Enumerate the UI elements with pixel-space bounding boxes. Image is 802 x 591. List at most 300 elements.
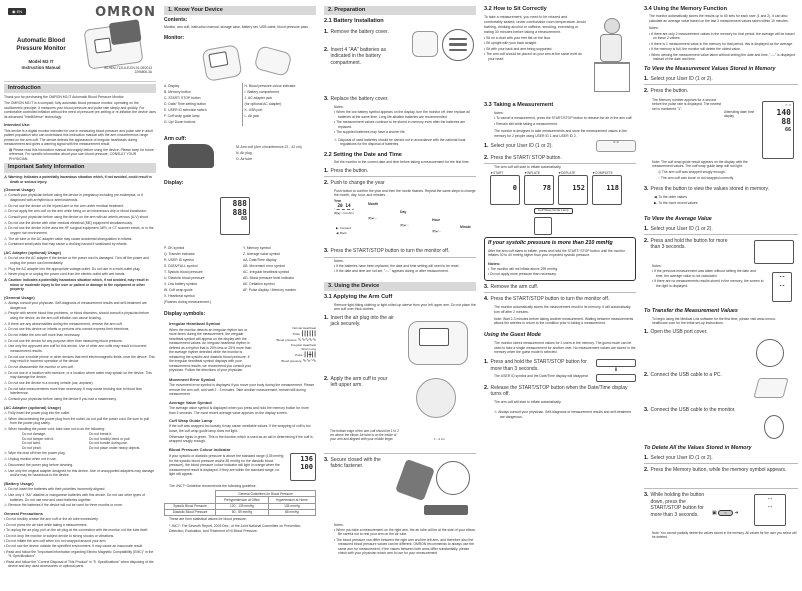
warning-item: ⚠ Consult your physician before using the device on the arm with an arterio-venous (A-V) shunt. (4, 215, 156, 220)
table-note: These are form statistical values for blood pressure. (169, 516, 247, 521)
note-item: • The supplied batteries may have a shorter life. (334, 130, 476, 134)
monitor-parts (164, 83, 316, 126)
air-plug-illustration (408, 321, 468, 365)
sit-section (484, 14, 636, 94)
day-label: Day (400, 210, 407, 215)
warning-item: ⚠ Do not apply the arm cuff on the arm while being on an intravenous drip or blood transfusion. (4, 209, 156, 214)
part-item: T. Systolic blood pressure (164, 270, 203, 275)
avg-step-2: 2. Press and hold the button for more than 3 seconds. (644, 237, 728, 251)
monitor-parts-left (164, 83, 236, 126)
apply-caption: The bottom edge of the arm cuff should be 1 to 2 cm above the elbow. Air tube is on the inside of your arm and aligned with your middle finger. (330, 428, 399, 442)
battery-title: 2.1 Battery Installation (324, 18, 384, 25)
take-step-4: 4. Press the START/STOP button to turn the monitor off. (484, 295, 610, 302)
note-item: • Remain still while taking a measurement. (494, 122, 636, 126)
back-legend: ◀: Back (336, 231, 347, 236)
guest-step1-row (484, 356, 636, 382)
view-note: Note: The cuff wrap guide result appears on the display with the measurement values. The cuff wrap guide lamp will not light. (652, 159, 748, 169)
warnings-general-list (4, 193, 156, 247)
cuff-lamp-text2: Otherwise lights in green. This is the function which is used as an aid in determining if the cuff is wrapped snugly enough. (169, 434, 313, 444)
avg-notes: Notes: • If the previous measurement was taken without setting the date and time, the average value is not calculated. • If there are no measurements results stored in the memory, the screen to the right is displayed. (644, 264, 764, 288)
table-row: Diastolic Blood Pressure 80 - 89 mmHg 85 mmHg (165, 509, 316, 515)
intended-use-text: This device is a digital monitor intended for use in measuring blood pressure and pulse rate in adult patient population who can understand this instruction manual with the arm circumference range printed on the arm cuff. The device detects the appearance of irregular heartbeats during measurement and gives a warning signal with the measurement result. (4, 128, 153, 147)
take-step-1: 1. Select your User ID (1 or 2). (484, 142, 553, 149)
part-item: AD. Blood pressure level indicator (243, 276, 295, 281)
alternating-label: Alternating date/ time display (724, 109, 755, 119)
month-buttons: [▾][▴]→ (368, 216, 378, 221)
cord-donts (4, 432, 156, 450)
apply-step1-section (324, 315, 476, 373)
intro-p1: Thank you for purchasing the OMRON M3 IT Automatic Blood Pressure Monitor. (4, 95, 125, 100)
armcuff-parts (220, 144, 302, 174)
transfer-step-3: 3. Connect the USB cable to the monitor. (644, 406, 736, 413)
date-sequence-figure (324, 199, 476, 245)
date-notes: Notes: • If the batteries have been replaced, the date and time setting will need to be reset. • If the date and time are not set, "-:--" appears during or after measurement. (324, 259, 476, 274)
memory-lcd: ▭ ▭ 140 88 66 (762, 101, 794, 159)
part-item: G. Up/ Down buttons (164, 119, 196, 124)
part-item: C. START/ STOP button (164, 96, 201, 101)
ok-line: ◎ The arm cuff was wrapped snugly enough. (658, 170, 726, 175)
cuff-lamp-text1: If the cuff was wrapped too loosely it may cause unreliable values. If the wrapping of cuff is too loose, the cuff wrap guide lamp does not light. (169, 424, 311, 433)
date-step-2-text: Push button to confirm the year and then the month flashes. Repeat the same steps to change the month, day, hour, and minutes. (334, 188, 476, 198)
hour-label: Hour (432, 218, 440, 223)
fastener-detail-illustration (436, 461, 470, 495)
year-buttons: [▾][▴]→Confirm (334, 211, 354, 216)
note-item: • If there are no measurements results stored in the memory, the screen to the right is displayed. (652, 279, 764, 288)
precaution-item: • Do not inflate the arm cuff when it is not wrapped around your arm. (4, 539, 156, 543)
note-item: • To cancel a measurement, press the START/STOP button to release the air in the arm cuff. (494, 116, 636, 120)
deleted-memory-display: -- -- (754, 494, 786, 526)
date-step-1: 1. Press the button. (324, 168, 476, 177)
average-title: Average Value Symbol (169, 399, 212, 405)
delete-note: Note: You cannot partially delete the values stored in the memory. All values for the user you select will be deleted. (652, 531, 797, 540)
guest-title: Using the Guest Mode (484, 331, 541, 338)
part-item: P. OK symbol (164, 246, 185, 251)
hour-buttons: [▾][▴]→ (432, 229, 442, 234)
fastener-illustration (395, 458, 435, 500)
warning-item: ⚠ Do not use the device in the area the HF surgical equipment, MRI, or CT scanner exists, or in the oxygen rich environment. (4, 226, 156, 235)
apply-step3-section (324, 457, 476, 523)
part-item: (Flashes during measurement.) (164, 299, 212, 304)
recent-legend: ▶: To the more recent values (654, 201, 698, 206)
apply-intro: Remove tight-fitting clothing or tight rolled-up sleeve from your left upper arm. Do not place the arm cuff over thick clothes. (334, 302, 476, 312)
table-col1: Prehypertension at Office (216, 497, 269, 503)
precautions-list (4, 517, 156, 569)
warning-item: ⚠ Plug the AC adapter into the appropriate voltage outlet. Do not use in a multi-outlet plug. (4, 267, 156, 272)
display-parts-right (243, 245, 316, 306)
cord-dont-row: Do not pinch. Do not place under heavy objects. (22, 445, 141, 450)
precaution-item: • Read and follow the "Important information regarding Electro Magnetic Compatibility (EMC)" in the "5. Specifications". (4, 550, 156, 559)
part-item: R. USER ID symbol (164, 258, 194, 263)
column-preparation (324, 0, 476, 557)
note-item: • If the date and time are not set, "-:--" appears during or after measurement. (334, 269, 476, 273)
note-item: • The monitor will not inflate above 299 mmHg. (488, 267, 632, 271)
memory-intro: The monitor automatically stores the results up to 60 sets for each user (1 and 2). It can also calculate an average value based on the last 3 measurement values taken within 10 minutes. (649, 14, 789, 23)
arm-illustration (424, 505, 468, 515)
display-figure (164, 187, 316, 245)
day-buttons: [▾][▴]→ (400, 223, 410, 228)
note-item: • If there are only 2 measurement values in the memory for that period, the average will be based on these 2 values. (649, 32, 798, 41)
caution-item: ⚠ Wipe the dust off from the power plug. (4, 451, 156, 456)
delete-step-1: 1. Select your User ID (1 or 2). (644, 455, 798, 464)
jnc-intro: The JNC7* Guideline recommends the following guideline. (169, 484, 257, 489)
language-badge: ◉ EN (8, 8, 26, 15)
apply-title: 3.1 Applying the Arm Cuff (324, 294, 393, 301)
caution-item: ⚠ Use only the original adapter designed for this device. Use of unsupported adapters may damage and/or may be hazardous to the device. (4, 469, 156, 478)
caution-item: ⚠ Remove the batteries if the device will not be used for three months or more. (4, 503, 156, 508)
guest-display-illustration: ⬇ (596, 356, 636, 382)
warning-item: ⚠ Consult your physician before using the device in pregnancy including pre-eclampsia, or if diagnosed with arrhythmia or arteriosclerosis. (4, 193, 156, 202)
movement-title: Movement Error Symbol (169, 377, 216, 383)
part-item: M. Arm cuff (Arm circumference 22 - 42 cm) (236, 144, 302, 149)
part-item: U. Diastolic blood pressure (164, 276, 205, 281)
avg-title: To View the Average Value (644, 215, 712, 222)
take-notes: Notes: • To cancel a measurement, press the START/STOP button to release the air in the arm cuff. • Remain still while taking a measurement. The monitor is designed to take measurements and store the measurement values in the memory for 2 people using USER ID 1 and USER ID 2. (484, 111, 636, 138)
cuff-lamp-label: Cuff Wrap Guide Lamp (534, 208, 573, 214)
month-label: Month (368, 202, 379, 207)
caution-title: ⚠ Caution: Indicates a potentially hazardous situation which, if not avoided, may result in minor or moderate injury to the user or patient or damage to the equipment or other property. (4, 278, 156, 292)
precaution-item: • Read and follow the "Correct Disposal of This Product" in "5. Specifications" when disposing of the device and any used accessories or optional parts. (4, 560, 156, 569)
caution-item: ⚠ Do not use the device for any purpose other than measuring blood pressure. (4, 339, 156, 344)
monitor-parts-right (242, 83, 317, 126)
transfer-step1-section (644, 329, 798, 369)
display-lcd: 888 888 88 (220, 197, 250, 235)
caution-item: ⚠ Use only the approved arm cuff for this device. Use of other arm cuffs may result in incorrect measurement results. (4, 344, 156, 353)
bp-colour-lcd: 136 100 (290, 453, 316, 481)
armcuff-section (164, 144, 316, 174)
year-value: 20 14 (334, 204, 354, 210)
cord-dont-row: Do not damage. Do not break it. (22, 432, 112, 437)
armcuff-illustration (168, 144, 214, 168)
caution-item: ⚠ Use only 4 "AA" alkaline or manganese batteries with this device. Do not use other types of batteries. Do not use new and used batteries together. (4, 493, 156, 502)
caution-item: ⚠ Always consult your physician. Self-diagnosis of measurement results and self-treatment are dangerous. (4, 301, 156, 310)
usb-cable-illustration (764, 415, 784, 439)
display-parts (164, 245, 316, 306)
take-intro: The monitor is designed to take measurements and store the measurement values in the memory for 2 people using USER ID 1 and USER ID 2. (494, 129, 628, 138)
caution-item: ⚠ Do not use a mobile phone or other devices that emit electromagnetic fields, near the device. This may result in incorrect operation of the device. (4, 355, 156, 364)
date-step-3: 3. Press the START/STOP button to turn the monitor off. (324, 248, 476, 257)
product-title: Automatic Blood Pressure Monitor Model M3 IT Instruction Manual (16, 38, 66, 70)
table-group-header: General Guidelines for Blood Pressure (216, 491, 316, 497)
transfer-step3-section (644, 407, 798, 441)
person-arm-illustration (416, 378, 456, 418)
view-step-1: 1. Select your User ID (1 or 2). (644, 76, 798, 85)
caution-item: ⚠ When disconnecting the power plug from the outlet, do not pull the power cord. Be sure to pull from the power plug safely. (4, 417, 156, 426)
caution-item: ⚠ When handling the power cord, take care not to do the following: (4, 427, 156, 432)
apply-step-3: 3. Secure closed with the fabric fastener. (324, 456, 381, 470)
caution-item: ⚠ Do not use this device on infants or persons who cannot express their intentions. (4, 327, 156, 332)
book-icon: ▤ (9, 148, 14, 152)
precautions-title: General Precautions (4, 510, 43, 516)
part-item: N. Air plug (236, 150, 252, 155)
armcuff-title: Arm cuff: (164, 135, 187, 142)
forward-arrow-icon: ▶ (654, 201, 657, 206)
battery-notes: Notes: • When the low battery symbol appears on the display, turn the monitor off, then replace all batteries at the same time. Long life alkaline batteries are recommended. • The measurement values continue to be stored in memory even after the batteries are replaced. • The supplied batteries may have a shorter life. ⚠ Disposal of used batteries should be carried out in accordance with the national local regulations for the disposal of batteries. (324, 105, 476, 147)
contents-title: Contents: (164, 17, 188, 24)
ac-usage-title: (AC Adapter (optional) Usage) (4, 250, 61, 256)
part-item: A. Display (164, 84, 180, 89)
column-cover-safety (4, 0, 156, 570)
view-step-2-text: The Memory number appears for a second before the pulse rate is displayed. The newest set is numbered "1". (652, 97, 722, 111)
cautions-ac-list (4, 411, 156, 432)
precaution-item: • Do not drop the monitor or subject device to strong shocks or vibrations. (4, 534, 156, 538)
view-step-3: 3. Press the button to view the values stored in memory. (644, 185, 770, 192)
battery-cover-illustration (412, 31, 438, 57)
jnc-footnote: * JNC7: The Seventh Report, 2003 Dec., of the Joint National Committee on Prevention, Detection, Evaluation, and Treatment of Hi Blood Pressure. (169, 524, 302, 533)
phase-deflate: ▼DEFLATE 152 (558, 171, 588, 205)
caution-item: ⚠ Do not inflate the arm cuff more than necessary. (4, 333, 156, 338)
part-item: AB. Movement error symbol (243, 264, 286, 269)
phase-inflate: ▼INFLATE 78 (524, 171, 554, 205)
intended-use-title: Intended Use: (4, 122, 31, 128)
guest-step-1-sub: The USER ID symbol and the Date/Time display will disappear. (494, 374, 589, 379)
delete-step-3: 3. While holding the button down, press the START/STOP button for more than 3 seconds. (644, 492, 705, 518)
part-item: AC. Irregular heartbeat symbol (243, 270, 290, 275)
part-item: V. Low battery symbol (164, 282, 198, 287)
warning-item: ⚠ The air tube or the AC adapter cable may cause accidental strangulation in infants. (4, 237, 156, 242)
precaution-item: • To unplug the air plug, pull on the air plug at the connection with the monitor, not the tube itself. (4, 528, 156, 532)
part-item: L. Air jack (244, 113, 260, 118)
ihb-text: When the monitor detects an irregular rhythm two or more times during the measurement, the irregular heartbeat symbol will appear on the display with the measurement values. An irregular heartbeat rhythm is defined as a rhythm that is 25% less or 25% more than the average rhythm detected while the monitor is measuring the systolic and diastolic blood pressure. If the irregular heartbeat symbol displays with your measurement results, we recommend you consult your physician. Follow the directions of your physician. (169, 327, 252, 373)
memory-title: 3.4 Using the Memory Function (644, 6, 727, 12)
intro-heading: Introduction (4, 84, 156, 93)
safety-heading: Important Safety Information (4, 163, 156, 172)
monitor-screen-small (419, 328, 449, 346)
empty-memory-display: -- -- (772, 272, 792, 302)
sit-text: To take a measurement, you need to be relaxed and comfortably seated, under comfortable room temperature. Avoid bathing, drinking alcohol or caffeine, smoking, exercising or eating 30 minutes before taking a measurement. (484, 15, 586, 34)
take-step1-row (484, 140, 636, 152)
caution-ac-title: (AC Adapter (optional) Usage) (4, 404, 61, 410)
precaution-item: • Do not forcibly crease the arm cuff or the air tube excessively. (4, 517, 156, 521)
bullet-item: • Sit on a chair with your feet flat on the floor. (484, 36, 586, 40)
table-row: Systolic Blood Pressure 120 - 139 mmHg 135 mmHg (165, 503, 316, 509)
bp-colour-title: Blood Pressure Colour Indicator (169, 446, 231, 452)
warning-item: ⚠ Do not use the device with other medical electrical (ME) equipment simultaneously. (4, 221, 156, 226)
caution-item: ⚠ Do not disassemble the monitor or arm cuff. (4, 365, 156, 370)
warning-item: ⚠ Never plug in or unplug the power cord from the electric outlet with wet hands. (4, 272, 156, 277)
movement-text: The movement error symbol is displayed if you move your body during the measurement. Please remove the arm cuff, and wait 2 - 3 minutes. Take another measurement, remain still during measurement. (169, 383, 315, 397)
cover-header (4, 4, 156, 82)
battery-compartment-illustration (442, 29, 474, 61)
seated-person-illustration (590, 14, 636, 94)
note-item: • The blood pressure can differ between the right arm and the left arm, and therefore also the measured blood pressure values can be different. OMRON recommends to always use the same arm for measurement. If the values between both arms differ substantially, please check with your physician which arm to use for your measurement. (334, 538, 476, 556)
apply-step-2: 2. Apply the arm cuff to your left upper arm. (324, 375, 388, 389)
bp-guideline-table (164, 490, 316, 516)
apply-step-1: 1. Insert the air plug into the air jack securely. (324, 314, 394, 328)
cautions-ac2-list (4, 451, 156, 477)
warning-title: ⚠ Warning: Indicates a potentially hazardous situation which, if not avoided, could result in death or serious injury. (4, 175, 156, 184)
average-text: The average value symbol is displayed when you press and hold the memory button for more than 3 seconds. The most recent average value appears on the display screen. (169, 406, 309, 415)
warnings-ac-list (4, 256, 156, 277)
avg-step2-section (644, 238, 798, 264)
warning-item: ⚠ Do not use the AC adapter if the device or the power cord is damaged. Turn off the power and unplug the power cord immediately. (4, 256, 156, 265)
cuff-illustration (109, 19, 142, 45)
guest-warning: ⚠ Always consult your physician. Self-diagnosis of measurement results and self-treatment are dangerous. (494, 410, 636, 419)
date-intro: Set the monitor to the correct date and time before taking a measurement for the first time. (334, 160, 470, 165)
caution-item: ⚠ Do not use the device in a moving vehicle (car, airplane). (4, 381, 156, 386)
sit-bullets (484, 36, 586, 61)
part-item: X. Heartbeat symbol (164, 294, 195, 298)
caution-item: ⚠ People with severe blood flow problems, or blood disorders, should consult a physician before using the device, as the arm cuff inflation can cause bruising. (4, 311, 156, 320)
minute-label: Minute (460, 225, 471, 230)
battery-step-3: 3. Replace the battery cover. (324, 95, 389, 102)
warning-item: ⚠ Contained small parts that may cause a choking hazard if swallowed by infants. (4, 242, 156, 247)
part-item: AF. Pulse display / Memory number (243, 288, 297, 293)
ok-icon: ◎ (658, 170, 662, 175)
phase-start: ▼START 0 (490, 171, 520, 205)
general-usage-title: (General Usage) (4, 187, 35, 193)
view-title: To View the Measurement Values Stored in Memory (644, 65, 776, 72)
user-id-switch[interactable]: ① ② (596, 140, 636, 152)
guest-step-2: 2. Release the START/STOP button when the Date/Time display turns off. (484, 384, 628, 398)
note-item: • If the previous measurement was taken without setting the date and time, the average value is not calculated. (652, 269, 764, 278)
precaution-item: • Do not press the air tube while taking a measurement. (4, 523, 156, 527)
cuff-lamp-title: Cuff Wrap Guide Lamp (169, 418, 213, 424)
sit-title: 3.2 How to Sit Correctly (484, 6, 547, 12)
caution-item: ⚠ Do not take measurements more than necessary. It may cause bruising due to blood flow interference. (4, 387, 156, 396)
delete-step-2: 2. Press the Memory button, while the memory symbol appears. (644, 467, 798, 489)
part-item: B. Memory button (164, 90, 191, 95)
warning-item: ⚠ Do not use the device on the injured arm or the arm under medical treatment. (4, 204, 156, 209)
part-item: D. Date/ Time setting button (164, 102, 207, 106)
transfer-title: To Transfer the Measurement Values (644, 307, 738, 314)
battery-step-1: 1. Remove the battery cover. (324, 28, 389, 35)
read-manual-note: ▤ Please read this instruction manual thoroughly before using the device. Please keep for future reference. For specific information about your own blood pressure, CONSULT YOUR PHYSICIAN. (9, 148, 154, 161)
view-step-2: 2. Press the button. (644, 87, 689, 94)
column-memory (644, 0, 798, 541)
note-item: • When the low battery symbol appears on the display, turn the monitor off, then replace all batteries at the same time. Long life alkaline batteries are recommended. (334, 110, 476, 119)
year-label: Year (334, 199, 342, 204)
take-title: 3.3 Taking a Measurement (484, 102, 554, 109)
date-step-2: 2. Push to change the year (324, 179, 385, 186)
cord-dont-row: Do not tamper with it. Do not forcibly bend or pull. (22, 436, 131, 441)
delete-buttons-illustration: ▣ ▭ ➜ (712, 510, 739, 517)
doc-codes: IM-HEM-7131U-E-EN-01-08/2013 2296806-3A (103, 66, 152, 75)
avg-notes-section (644, 264, 798, 304)
loose-icon: ◌ (658, 176, 661, 181)
avg-step-1: 1. Select your User ID (1 or 2). (644, 226, 798, 235)
display-parts-left (164, 245, 237, 306)
monitor-figure (164, 43, 316, 83)
guest-step-2-sub: The arm cuff will start to inflate automatically. (494, 399, 562, 404)
loose-line: ◌ The arm cuff was loose or not wrapped correctly. (658, 176, 734, 181)
ihb-section (164, 327, 316, 374)
using-heading: 3. Using the Device (324, 282, 476, 291)
cautions-general-list (4, 301, 156, 401)
start-stop-illustration (534, 217, 552, 235)
part-item: W. Cuff wrap guide (164, 288, 193, 293)
cord-dont-row: Do not twist. Do not bundle during use. (22, 441, 128, 446)
monitor-screen (208, 51, 228, 68)
caution-item: ⚠ Consult your physician before using the device if you had a mastectomy. (4, 397, 156, 402)
view-step2-section (644, 97, 798, 159)
usb-port-illustration (756, 339, 784, 367)
battery-disposal-warning: ⚠ Disposal of used batteries should be carried out in accordance with the national local regulations for the disposal of batteries. (334, 138, 476, 147)
take-step-4-text: The monitor automatically stores the measurement result in its memory. It will automatically turn off after 2 minutes. (494, 305, 631, 314)
note-item: • Do not apply more pressure than necessary. (488, 272, 632, 276)
battery-step-2: 2. Insert 4 "AA" batteries as indicated in the battery compartment. (324, 46, 387, 67)
part-item: H. Blood pressure colour indicator (244, 84, 296, 89)
systolic-callout: If your systolic pressure is more than 210 mmHg After the arm cuff starts to inflate, press and hold the START/ STOP button until the monitor inflates 30 to 40 mmHg higher than your expected systolic pressure. Notes: • The monitor will not inflate above 299 mmHg. • Do not apply more pressure than necessary. (484, 237, 636, 280)
part-item: O. Air tube (236, 156, 253, 161)
caution-item: ⚠ Do not use in a location with moisture, or a location where water may splash on the device. This may damage the device. (4, 371, 156, 380)
part-item: J. AC adapter jack (244, 96, 273, 101)
memory-notes: Notes: • If there are only 2 measurement values in the memory for that period, the average will be based on these 2 values. • If there is 1 measurement value in the memory for that period, this is displayed as the average. • If the memory is full, the monitor will delete the oldest value. • When viewing the measurement value taken without setting the date and time, "-:--" is displayed instead of the date and time. (644, 26, 798, 61)
older-legend: ◀: To the older values (654, 195, 687, 200)
measurement-phases (484, 171, 636, 205)
transfer-step-1: 1. Open the USB port cover. (644, 328, 708, 335)
precaution-item: • Do not use the device outside the specified environment. It may cause an inaccurate result. (4, 544, 156, 548)
part-item: K. USB port (244, 107, 263, 112)
guest-step-1: 1. Press and hold the START/STOP button for more than 3 seconds. (484, 359, 587, 372)
delete-title: To Delete All the Values Stored in Memory (644, 444, 752, 451)
bp-colour-text: If your systolic or diastolic pressure is above the standard range (135 mmHg for the systolic blood pressure and/or 85 mmHg for the diastolic blood pressure), the blood pressure colour indicator will light in orange when the measurement result is displayed. If they are within the standard range, no light will appear. (169, 454, 284, 477)
caution-item: ⚠ Unplug monitor when not in use. (4, 457, 156, 462)
apply-step2-section (324, 376, 476, 454)
device-illustration (83, 22, 143, 69)
part-item: AE. Deflation symbol (243, 282, 275, 287)
note-item: • If the batteries have been replaced, the date and time setting will need to be reset. (334, 264, 476, 268)
caution-item: ⚠ Fully insert the power plug into the outlet. (4, 411, 156, 416)
transfer-intro: To begin using the Medical Link software for the first time, please visit www.omron-healthcare.com for the initial set-up instructions. (652, 316, 776, 326)
phase-complete: ▼COMPLETE 118 (592, 171, 622, 205)
monitor-front-illustration (201, 44, 242, 82)
monitor-side-illustration (253, 45, 292, 77)
bullet-item: • Sit upright with your back straight. (484, 41, 586, 45)
caution-item: ⚠ Disconnect the power plug before cleaning. (4, 463, 156, 468)
guest-step1-block (484, 356, 596, 382)
part-item: AA. Date/Time display (243, 258, 277, 263)
part-item: (for optional AC adapter) (244, 102, 282, 106)
distance-label: 1 - 2 cm (434, 436, 445, 441)
part-item: Y. Memory symbol (243, 246, 271, 251)
back-arrow-icon: ◀ (654, 195, 657, 200)
take-step-3: 3. Remove the arm cuff. (484, 284, 636, 293)
ihb-title: Irregular Heartbeat Symbol (169, 320, 221, 326)
transfer-step-2: 2. Connect the USB cable to a PC. (644, 371, 722, 378)
note-item: • The measurement values continue to be stored in memory even after the batteries are replaced. (334, 120, 476, 129)
column-know-device (164, 0, 316, 535)
symbols-title: Display symbols: (164, 310, 206, 317)
delete-step3-section (644, 492, 798, 530)
date-title: 2.2 Setting the Date and Time (324, 151, 402, 158)
forward-legend: ▶: Forward (336, 226, 351, 231)
prep-heading: 2. Preparation (324, 6, 476, 15)
note-item: • When viewing the measurement value taken without setting the date and time, "-:--" is displayed instead of the date and time. (649, 53, 798, 62)
device-screen (94, 37, 112, 53)
battery-steps (324, 29, 476, 93)
battery-usage-title: (Battery Usage) (4, 480, 34, 486)
caution-item: ⚠ If there are any abnormalities during the measurement, remove the arm cuff. (4, 322, 156, 327)
brand-logo: OMRON (95, 5, 156, 20)
bullet-item: • The arm cuff should be placed on your arm at the same level as your heart. (484, 52, 586, 61)
part-item: S. DATA/FULL symbol (164, 264, 198, 269)
part-item: I. Battery compartment (244, 90, 279, 95)
column-measurement (484, 0, 636, 420)
part-item: F. Cuff wrap guide lamp (164, 113, 200, 118)
note-item: • When you take a measurement on the right arm, the air tube will be at the side of your elbow. Be careful not to rest your arm on the air tube. (334, 528, 476, 537)
sit-text-block (484, 14, 586, 94)
apply-notes: Notes: • When you take a measurement on the right arm, the air tube will be at the side of your elbow. Be careful not to rest your arm on the air tube. • The blood pressure can differ between the right arm and the left arm, and therefore also the measured blood pressure values can be different. OMRON recommends to always use the same arm for measurement. If the values between both arms differ substantially, please check with your physician which arm to use for your measurement. (324, 523, 476, 556)
transfer-step2-section (644, 372, 798, 404)
avg-display-illustration (754, 240, 794, 264)
intro-p2: The OMRON M3 IT is a compact, fully automatic blood pressure monitor, operating on the oscillometric principle. It measures your blood pressure and pulse rate simply and quickly. For comfortable controlled inflation without the need of pressure pre-setting or re-inflation the device uses its advanced "IntelliSense" technology. (4, 101, 156, 119)
monitor-title: Monitor: (164, 35, 184, 42)
take-step-2-sub: The arm cuff will start to inflate automatically. (494, 164, 562, 169)
know-heading: 1. Know Your Device (164, 6, 316, 15)
caution-general-title: (General Usage) (4, 294, 35, 300)
pc-illustration (753, 378, 788, 398)
note-item: • If the memory is full, the monitor will delete the oldest value. (649, 47, 798, 51)
